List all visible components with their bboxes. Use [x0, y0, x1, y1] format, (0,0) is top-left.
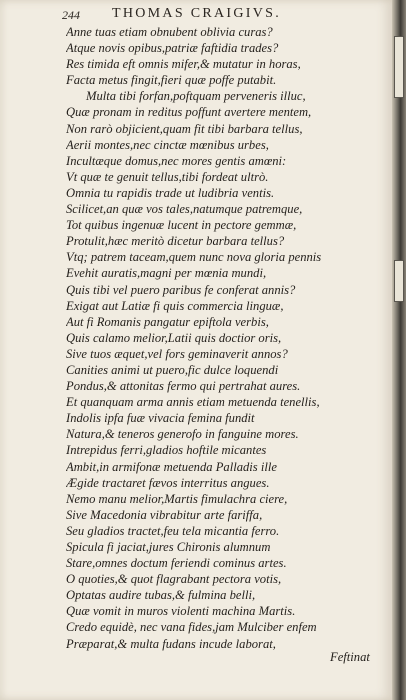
text-line: Scilicet,an quæ vos tales,natumque patremque,: [66, 202, 303, 217]
text-line: Aut fi Romanis pangatur epiftola verbis,: [66, 314, 269, 329]
book-fore-edge: [392, 0, 406, 700]
text-line: Multa tibi forfan,poftquam perveneris illuc,: [86, 89, 306, 104]
text-line: Pondus,& attonitas fermo qui pertrahat aures.: [66, 379, 301, 394]
text-line: Quis tibi vel puero paribus fe conferat annis?: [66, 282, 296, 297]
text-line: Quæ pronam in reditus poffunt avertere mentem,: [66, 105, 312, 120]
text-line: Atque novis opibus,patriæ faftidia trades?: [66, 41, 279, 56]
text-line: Nemo manu melior,Martis fimulachra ciere,: [66, 491, 288, 506]
text-line: Ægide tractaret fævos interritus angues.: [66, 475, 270, 490]
text-line: Stare,omnes doctum feriendi cominus artes.: [66, 556, 287, 571]
text-line: Vt quæ te genuit tellus,tibi fordeat ultrò.: [66, 169, 269, 184]
running-head: [62, 6, 382, 24]
text-line: Protulit,hæc meritò dicetur barbara tellus?: [66, 234, 285, 249]
text-line: Quis calamo melior,Latii quis doctior oris,: [66, 330, 282, 345]
text-line: Omnia tu rapidis trade ut ludibria ventis.: [66, 185, 275, 200]
text-line: Sive Macedonia vibrabitur arte fariffa,: [66, 507, 263, 522]
page-tab: [394, 260, 404, 302]
text-line: Intrepidus ferri,gladios hoftile micantes: [66, 443, 267, 458]
text-line: Et quanquam arma annis etiam metuenda tenellis,: [66, 395, 320, 410]
text-line: Seu gladios tractet,feu tela micantia ferro.: [66, 523, 280, 538]
text-line: Sive tuos æquet,vel fors geminaverit annos?: [66, 346, 288, 361]
text-line: Tot quibus ingenuæ lucent in pectore gemmæ,: [66, 218, 297, 233]
page-number: 244: [62, 8, 80, 22]
text-line: Facta metus fingit,fieri quæ poffe putabit.: [66, 73, 277, 88]
text-line: Indolis ipfa fuæ vivacia femina fundit: [66, 411, 255, 426]
text-line: Non rarò objicient,quam fit tibi barbara tellus,: [66, 121, 303, 136]
page-tab: [394, 36, 404, 98]
text-line: Natura,& teneros generofo in fanguine mores.: [66, 427, 299, 442]
poem-text: [66, 24, 390, 652]
text-line: Incultæque domus,nec mores gentis amœni:: [66, 153, 287, 168]
text-line: Vtq; patrem taceam,quem nunc nova gloria pennis: [66, 250, 322, 265]
running-title: THOMAS CRAIGIVS.: [112, 6, 282, 21]
text-line: Optatas audire tubas,& fulmina belli,: [66, 588, 256, 603]
text-line: Aerii montes,nec cinctæ mœnibus urbes,: [66, 137, 269, 152]
text-line: Quæ vomit in muros violenti machina Martis.: [66, 604, 296, 619]
text-line: Exigat aut Latiæ fi quis commercia linguæ,: [66, 298, 284, 313]
catchword: Feftinat: [330, 650, 370, 664]
text-line: Ambit,in armifonæ metuenda Palladis ille: [66, 459, 277, 474]
text-line: Præparat,& multa fudans incude laborat,: [66, 636, 276, 651]
text-line: Spicula fi jaciat,jures Chironis alumnum: [66, 540, 271, 554]
text-line: Res timida eft omnis mifer,& mutatur in horas,: [66, 57, 301, 72]
text-line: Anne tuas etiam obnubent oblivia curas?: [66, 25, 273, 39]
text-line: Credo equidè, nec vana fides,jam Mulciber enfem: [66, 620, 317, 635]
text-line: Canities animi ut puero,fic dulce loquendi: [66, 362, 279, 377]
text-line: Evehit auratis,magni per mœnia mundi,: [66, 266, 267, 281]
text-line: O quoties,& quot flagrabant pectora votis,: [66, 572, 282, 587]
